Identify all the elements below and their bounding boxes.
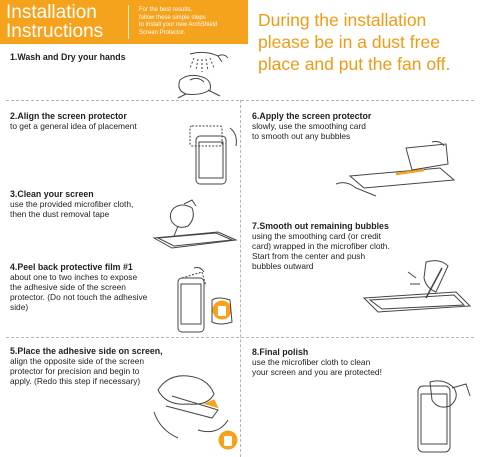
warning-line: During the installation (258, 10, 427, 30)
step-text: about one to two inches to expose (10, 272, 138, 282)
note-line: to install your new ArchShield (139, 22, 218, 28)
step-text: to smooth out any bubbles (252, 131, 351, 141)
step-8 (252, 347, 422, 377)
warning-line: place and put the fan off. (258, 54, 451, 74)
peel-film-illustration (172, 266, 242, 336)
step-title: 1.Wash and Dry your hands (10, 52, 126, 62)
align-protector-illustration (186, 124, 246, 186)
step-text: to get a general idea of placement (10, 121, 137, 131)
step-text: protector. (Do not touch the adhesive (10, 292, 148, 302)
step-title: 8.Final polish (252, 347, 309, 357)
header-divider (128, 5, 129, 39)
step-text: slowly, use the smoothing card (252, 121, 366, 131)
note-line: For the best results, (139, 7, 193, 13)
final-polish-illustration (400, 376, 476, 456)
step-text: bubbles outward (252, 261, 314, 271)
page-title (0, 3, 128, 41)
dust-warning (258, 9, 478, 75)
step-title: 4.Peel back protective film #1 (10, 262, 133, 272)
wash-hands-illustration (150, 50, 250, 100)
note-line: Screen Protector. (139, 29, 186, 36)
place-adhesive-illustration (148, 360, 244, 455)
header-note (129, 7, 247, 37)
note-line: follow these simple steps (139, 14, 206, 21)
step-text: then the dust removal tape (10, 209, 110, 219)
step-text: using the smoothing card (or credit (252, 231, 381, 241)
step-6 (252, 111, 371, 141)
step-1 (10, 52, 126, 62)
step-title: 2.Align the screen protector (10, 111, 127, 121)
step-title: 7.Smooth out remaining bubbles (252, 221, 389, 231)
step-3 (10, 189, 133, 219)
step-text: card) wrapped in the microfiber cloth. (252, 241, 390, 251)
header-banner (0, 0, 248, 44)
clean-screen-illustration (148, 198, 240, 250)
step-title: 5.Place the adhesive side on screen, (10, 346, 163, 356)
step-text: protector for precision and begin to (10, 366, 140, 376)
step-text: use the provided microfiber cloth, (10, 199, 134, 209)
step-text: Start from the center and push (252, 251, 366, 261)
title-line-2: Instructions (6, 21, 104, 42)
warning-line: please be in a dust free (258, 32, 440, 52)
apply-protector-illustration (336, 140, 456, 204)
step-text: align the opposite side of the screen (10, 356, 145, 366)
step-title: 6.Apply the screen protector (252, 111, 372, 121)
step-text: your screen and you are protected! (252, 367, 382, 377)
step-text: side) (10, 302, 29, 312)
title-line-1: Installation (6, 2, 97, 23)
step-text: apply. (Redo this step if necessary) (10, 376, 141, 386)
step-title: 3.Clean your screen (10, 189, 94, 199)
step-4 (10, 262, 175, 312)
step-text: use the microfiber cloth to clean (252, 357, 371, 367)
step-2 (10, 111, 137, 131)
step-text: the adhesive side of the screen (10, 282, 126, 292)
smooth-bubbles-illustration (360, 258, 472, 324)
